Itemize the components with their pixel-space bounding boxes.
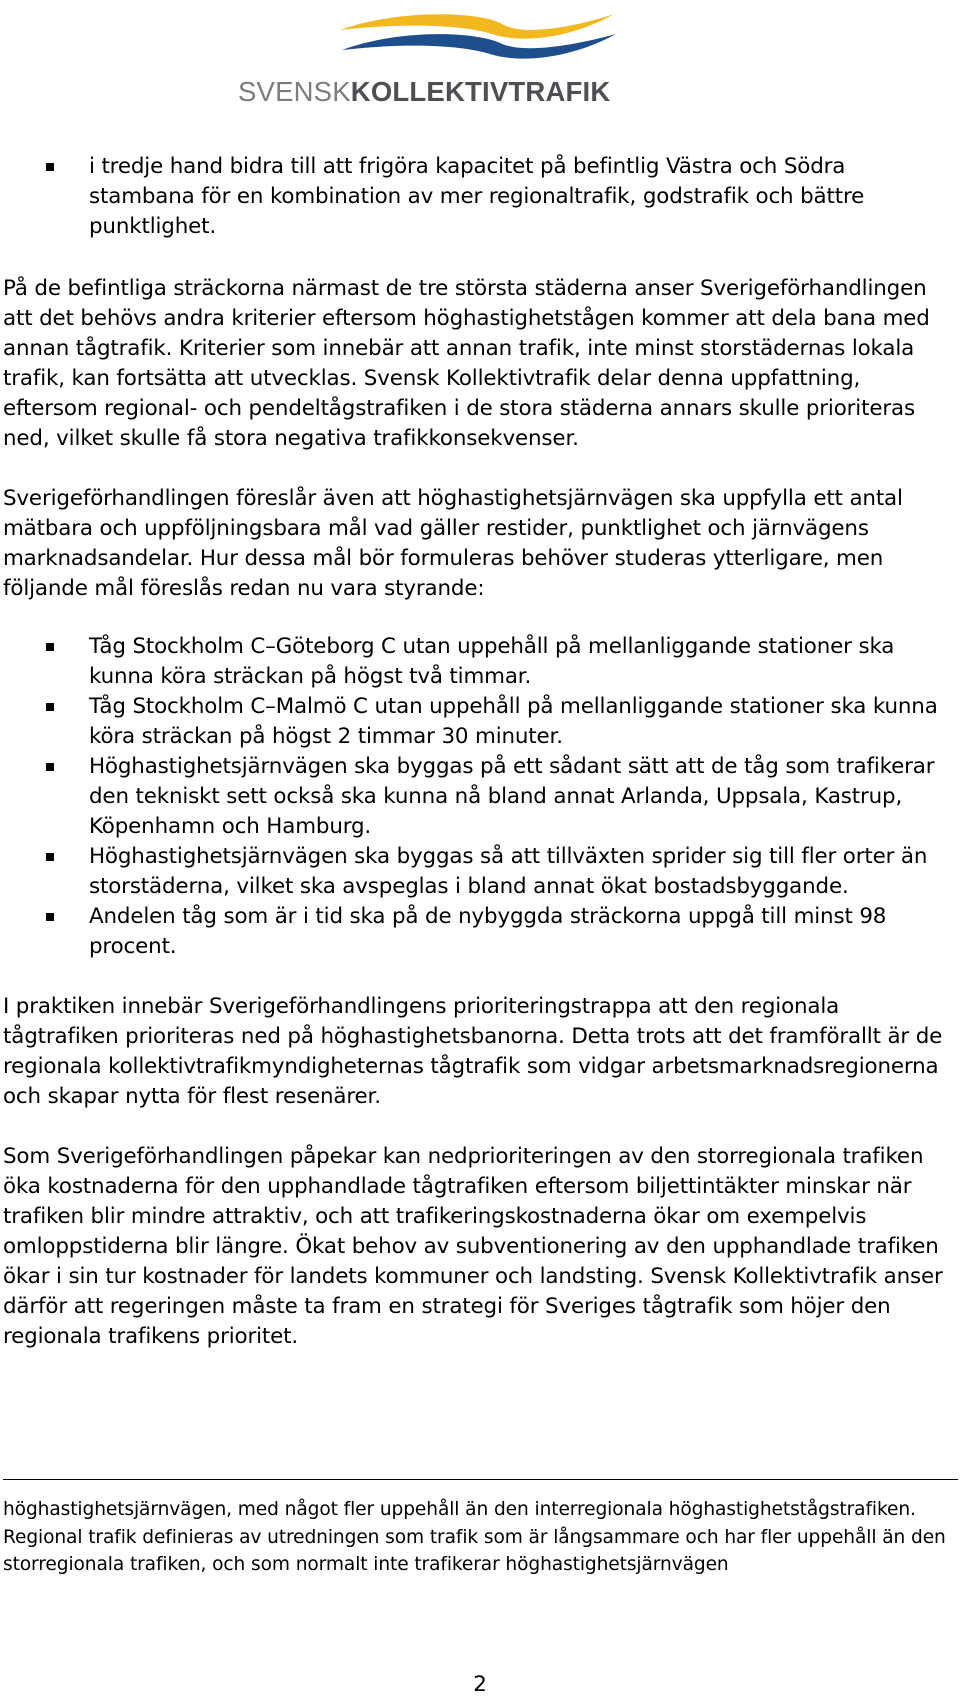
bullet-square-icon [46,913,54,921]
list-item [3,752,948,842]
list-item-text: Andelen tåg som är i tid ska på de nybyggda sträckorna uppgå till minst 98 procent. [89,904,887,959]
list-item [3,152,948,242]
bullet-square-icon [46,163,54,171]
footnote: höghastighetsjärnvägen, med något fler uppehåll än den interregionala höghastighetstågstrafiken. Regional trafik definieras av utredningen som trafik som är långsammare och har fler uppehåll än den storregionala trafiken, och som normalt inte trafikerar höghastighetsjärnvägen [3,1499,946,1575]
logo-text-dark: KOLLEKTIVTRAFIK [350,76,611,107]
list-item [3,692,948,752]
logo-swoosh-icon [332,10,622,72]
list-item [3,632,948,692]
logo-text-light: SVENSK [238,76,351,107]
intro-bullet-list [3,152,948,242]
page-number: 2 [473,1672,487,1697]
list-item-text: i tredje hand bidra till att frigöra kapacitet på befintlig Västra och Södra stambana för en kombination av mer regionaltrafik, godstrafik och bättre punktlighet. [89,154,865,239]
goal-bullet-list [3,632,948,962]
footnote-rule [3,1479,958,1480]
paragraph: Sverigeförhandlingen föreslår även att höghastighetsjärnvägen ska uppfylla ett antal mätbara och uppföljningsbara mål vad gäller restider, punktlighet och järnvägens marknadsandelar. Hur dessa mål bör formuleras behöver studeras ytterligare, men följande mål föreslås redan nu vara styrande: [3,486,903,601]
document-body [3,152,948,1352]
list-item-text: Tåg Stockholm C–Göteborg C utan uppehåll på mellanliggande stationer ska kunna köra sträckan på högst två timmar. [89,634,895,689]
list-item [3,902,948,962]
logo-wordmark [238,76,708,108]
list-item-text: Höghastighetsjärnvägen ska byggas på ett sådant sätt att de tåg som trafikerar den tekniskt sett också ska kunna nå bland annat Arlanda, Uppsala, Kastrup, Köpenhamn och Hamburg. [89,754,935,839]
list-item [3,842,948,902]
bullet-square-icon [46,643,54,651]
bullet-square-icon [46,853,54,861]
bullet-square-icon [46,763,54,771]
paragraph: På de befintliga sträckorna närmast de tre största städerna anser Sverigeförhandlingen att det behövs andra kriterier eftersom höghastighetstågen kommer att dela bana med annan tågtrafik. Kriterier som innebär att annan trafik, inte minst storstädernas lokala trafik, kan fortsätta att utvecklas. Svensk Kollektivtrafik delar denna uppfattning, eftersom regional- och pendeltågstrafiken i de stora städerna annars skulle prioriteras ned, vilket skulle få stora negativa trafikkonsekvenser. [3,276,930,451]
paragraph: Som Sverigeförhandlingen påpekar kan nedprioriteringen av den storregionala trafiken öka kostnaderna för den upphandlade tågtrafiken eftersom biljettintäkter minskar när trafiken blir mindre attraktiv, och att trafikeringskostnaderna ökar om exempelvis omloppstiderna blir längre. Ökat behov av subventionering av den upphandlade trafiken ökar i sin tur kostnader för landets kommuner och landsting. Svensk Kollektivtrafik anser därför att regeringen måste ta fram en strategi för Sveriges tågtrafik som höjer den regionala trafikens prioritet. [3,1144,943,1349]
paragraph: I praktiken innebär Sverigeförhandlingens prioriteringstrappa att den regionala tågtrafiken prioriteras ned på höghastighetsbanorna. Detta trots att det framförallt är de regionala kollektivtrafikmyndigheternas tågtrafik som vidgar arbetsmarknadsregionerna och skapar nytta för flest resenärer. [3,994,943,1109]
logo [0,0,960,115]
bullet-square-icon [46,703,54,711]
list-item-text: Tåg Stockholm C–Malmö C utan uppehåll på mellanliggande stationer ska kunna köra sträckan på högst 2 timmar 30 minuter. [89,694,938,749]
list-item-text: Höghastighetsjärnvägen ska byggas så att tillväxten sprider sig till fler orter än storstäderna, vilket ska avspeglas i bland annat ökat bostadsbyggande. [89,844,928,899]
